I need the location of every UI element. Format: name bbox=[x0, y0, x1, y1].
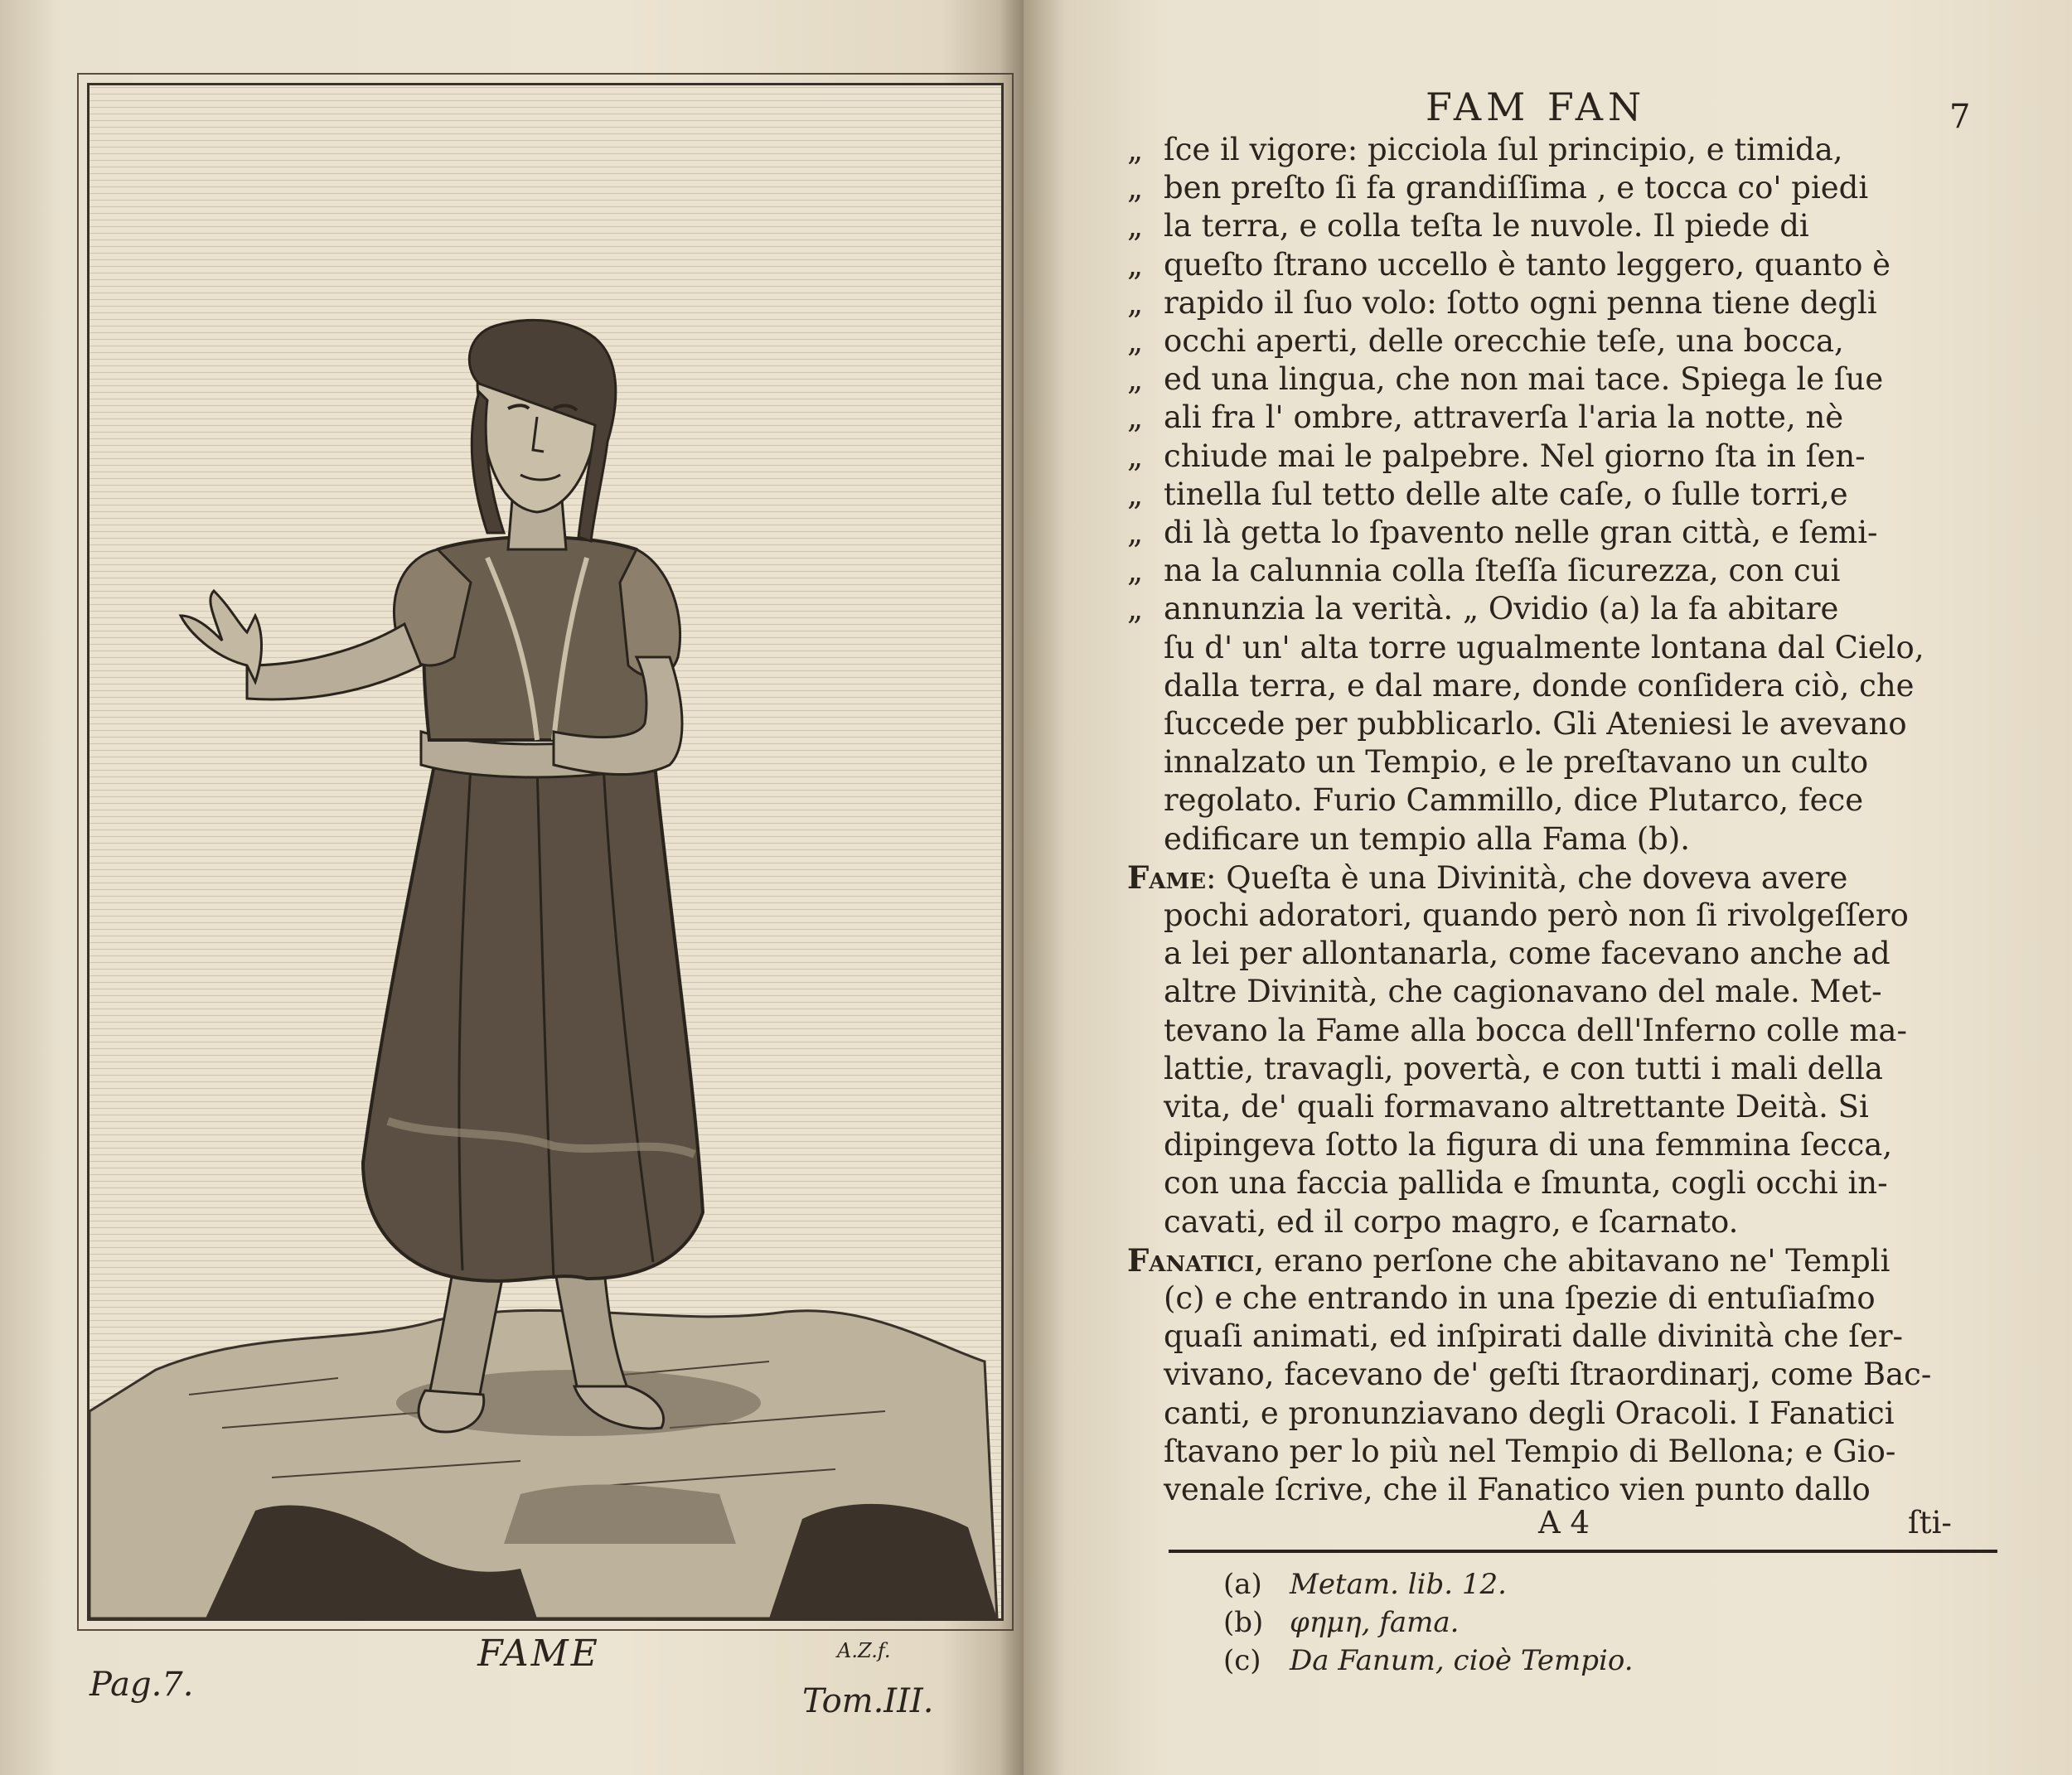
text-line bbox=[1127, 858, 1847, 897]
line-text: lattie, travagli, povertà, e con tutti i mali della bbox=[1164, 1050, 1883, 1086]
catchword: ſti- bbox=[1908, 1505, 1952, 1540]
text-line bbox=[1127, 284, 1877, 322]
line-text: di là getta lo ſpavento nelle gran città, e ſemi- bbox=[1164, 515, 1878, 550]
line-text: venale ſcrive, che il Fanatico vien punto dallo bbox=[1164, 1472, 1871, 1507]
text-line bbox=[1164, 1203, 1738, 1241]
text-line bbox=[1164, 973, 1882, 1011]
line-text: (c) e che entrando in una ſpezie di entuſiaſmo bbox=[1164, 1280, 1876, 1316]
line-text: ſuccede per pubblicarlo. Gli Ateniesi le avevano bbox=[1164, 706, 1907, 742]
line-text: a lei per allontanarla, come facevano anche ad bbox=[1164, 936, 1890, 972]
text-line bbox=[1164, 705, 1907, 743]
footnote-rule bbox=[1169, 1550, 1997, 1553]
line-text: ben preſto ſi fa grandiſſima , e tocca co' piedi bbox=[1164, 170, 1869, 206]
line-text: pochi adoratori, quando però non ſi rivolgeſſero bbox=[1164, 897, 1909, 933]
engraving-figure-of-fame bbox=[90, 85, 1001, 1618]
text-line bbox=[1127, 590, 1838, 628]
text-line bbox=[1164, 1471, 1871, 1509]
text-line bbox=[1164, 1279, 1876, 1318]
text-line bbox=[1164, 1395, 1895, 1433]
line-text: chiude mai le palpebre. Nel giorno ſta in ſen- bbox=[1164, 438, 1866, 474]
text-line bbox=[1127, 514, 1878, 552]
quote-mark: „ bbox=[1127, 361, 1144, 398]
line-text: la terra, e colla teſta le nuvole. Il piede di bbox=[1164, 208, 1809, 244]
plate-title: FAME bbox=[477, 1632, 600, 1675]
text-line bbox=[1164, 1126, 1892, 1164]
line-text: altre Divinità, che cagionavano del male. Met- bbox=[1164, 974, 1882, 1010]
line-text: cavati, ed il corpo magro, e ſcarnato. bbox=[1164, 1203, 1739, 1240]
plate-volume-reference: Tom.III. bbox=[802, 1682, 934, 1720]
text-line bbox=[1127, 169, 1868, 207]
footnote bbox=[1223, 1566, 1507, 1603]
text-line bbox=[1164, 1318, 1903, 1356]
quote-mark: „ bbox=[1127, 246, 1144, 283]
running-head: FAM FAN bbox=[1426, 85, 1647, 129]
quote-mark: „ bbox=[1127, 323, 1144, 359]
signature-mark: A 4 bbox=[1538, 1505, 1590, 1540]
footnote-mark: (b) bbox=[1223, 1606, 1264, 1639]
plate-page-reference: Pag.7. bbox=[90, 1666, 194, 1704]
plate-engraver-signature: A.Z.f. bbox=[837, 1639, 891, 1662]
line-text: na la calunnia colla ſteſſa ſicurezza, con cui bbox=[1164, 553, 1841, 589]
text-line bbox=[1127, 207, 1809, 245]
line-text: queſto ſtrano uccello è tanto leggero, quanto è bbox=[1164, 246, 1891, 283]
quote-mark: „ bbox=[1127, 284, 1144, 321]
text-line bbox=[1164, 743, 1868, 781]
line-text: , erano perſone che abitavano ne' Templi bbox=[1254, 1242, 1890, 1279]
footnote-text: Da Fanum, cioè Tempio. bbox=[1290, 1644, 1634, 1677]
text-line bbox=[1127, 131, 1843, 169]
footnote-mark: (c) bbox=[1223, 1644, 1261, 1677]
line-text: ali fra l' ombre, attraverſa l'aria la notte, nè bbox=[1164, 399, 1844, 436]
quote-mark: „ bbox=[1127, 515, 1144, 550]
text-line bbox=[1164, 1012, 1907, 1050]
line-text: vivano, facevano de' geſti ſtraordinarj, come Bac- bbox=[1164, 1357, 1932, 1393]
line-text: regolato. Furio Cammillo, dice Plutarco, fece bbox=[1164, 782, 1864, 819]
quote-mark: „ bbox=[1127, 553, 1144, 589]
text-line bbox=[1164, 1433, 1895, 1471]
entry-headword: Fanatici bbox=[1127, 1241, 1255, 1279]
entry-headword: Fame bbox=[1127, 858, 1207, 896]
line-text: annunzia la verità. „ Ovidio (a) la fa abitare bbox=[1164, 591, 1839, 627]
footnote-text: Metam. lib. 12. bbox=[1290, 1568, 1507, 1601]
line-text: vita, de' quali formavano altrettante Deità. Si bbox=[1164, 1089, 1869, 1124]
text-line bbox=[1164, 935, 1890, 973]
plate-page bbox=[0, 0, 1024, 1775]
footnote bbox=[1223, 1642, 1634, 1679]
quote-mark: „ bbox=[1127, 170, 1144, 206]
footnote-mark: (a) bbox=[1223, 1568, 1262, 1601]
text-line bbox=[1127, 438, 1866, 476]
quote-mark: „ bbox=[1127, 476, 1144, 512]
text-line bbox=[1127, 360, 1883, 399]
line-text: con una faccia pallida e ſmunta, cogli occhi in- bbox=[1164, 1165, 1888, 1202]
line-text: edificare un tempio alla Fama (b). bbox=[1164, 820, 1691, 857]
text-line bbox=[1127, 1241, 1890, 1279]
quote-mark: „ bbox=[1127, 399, 1144, 436]
text-line bbox=[1127, 322, 1844, 360]
line-text: ed una lingua, che non mai tace. Spiega le ſue bbox=[1164, 361, 1884, 398]
line-text: tinella ſul tetto delle alte caſe, o ſulle torri,e bbox=[1164, 476, 1848, 512]
line-text: quaſi animati, ed inſpirati dalle divinità che ſer- bbox=[1164, 1318, 1904, 1355]
footnote-text: φημη, fama. bbox=[1290, 1606, 1460, 1639]
line-text: dalla terra, e dal mare, donde conſidera ciò, che bbox=[1164, 667, 1915, 704]
text-line bbox=[1164, 667, 1915, 705]
line-text: occhi aperti, delle orecchie teſe, una bocca, bbox=[1164, 323, 1844, 359]
text-line bbox=[1164, 1356, 1931, 1394]
quote-mark: „ bbox=[1127, 208, 1144, 244]
text-line bbox=[1164, 820, 1690, 858]
text-line bbox=[1127, 399, 1843, 437]
line-text: : Queſta è una Divinità, che doveva avere bbox=[1206, 859, 1848, 896]
quote-mark: „ bbox=[1127, 591, 1144, 627]
text-line bbox=[1164, 1164, 1888, 1202]
line-text: ſu d' un' alta torre ugualmente lontana dal Cielo, bbox=[1164, 629, 1924, 665]
line-text: ſce il vigore: picciola ſul principio, e timida, bbox=[1164, 132, 1843, 167]
text-line bbox=[1164, 897, 1909, 935]
text-line bbox=[1164, 629, 1924, 667]
text-line bbox=[1127, 552, 1840, 590]
line-text: tevano la Fame alla bocca dell'Inferno colle ma- bbox=[1164, 1012, 1907, 1048]
line-text: rapido il ſuo volo: ſotto ogni penna tiene degli bbox=[1164, 284, 1877, 321]
text-line bbox=[1164, 1088, 1869, 1126]
line-text: innalzato un Tempio, e le preſtavano un culto bbox=[1164, 744, 1869, 781]
text-line bbox=[1127, 476, 1848, 514]
quote-mark: „ bbox=[1127, 438, 1144, 474]
line-text: canti, e pronunziavano degli Oracoli. I Fanatici bbox=[1164, 1395, 1895, 1431]
engraving-plate bbox=[87, 83, 1004, 1621]
quote-mark: „ bbox=[1127, 132, 1144, 167]
text-line bbox=[1164, 781, 1863, 820]
line-text: ſtavano per lo più nel Tempio di Bellona; e Gio- bbox=[1164, 1433, 1896, 1469]
text-line bbox=[1127, 246, 1890, 284]
footnote bbox=[1223, 1604, 1459, 1641]
text-line bbox=[1164, 1050, 1883, 1088]
page-number: 7 bbox=[1949, 98, 1971, 136]
line-text: dipingeva ſotto la figura di una femmina ſecca, bbox=[1164, 1127, 1893, 1163]
